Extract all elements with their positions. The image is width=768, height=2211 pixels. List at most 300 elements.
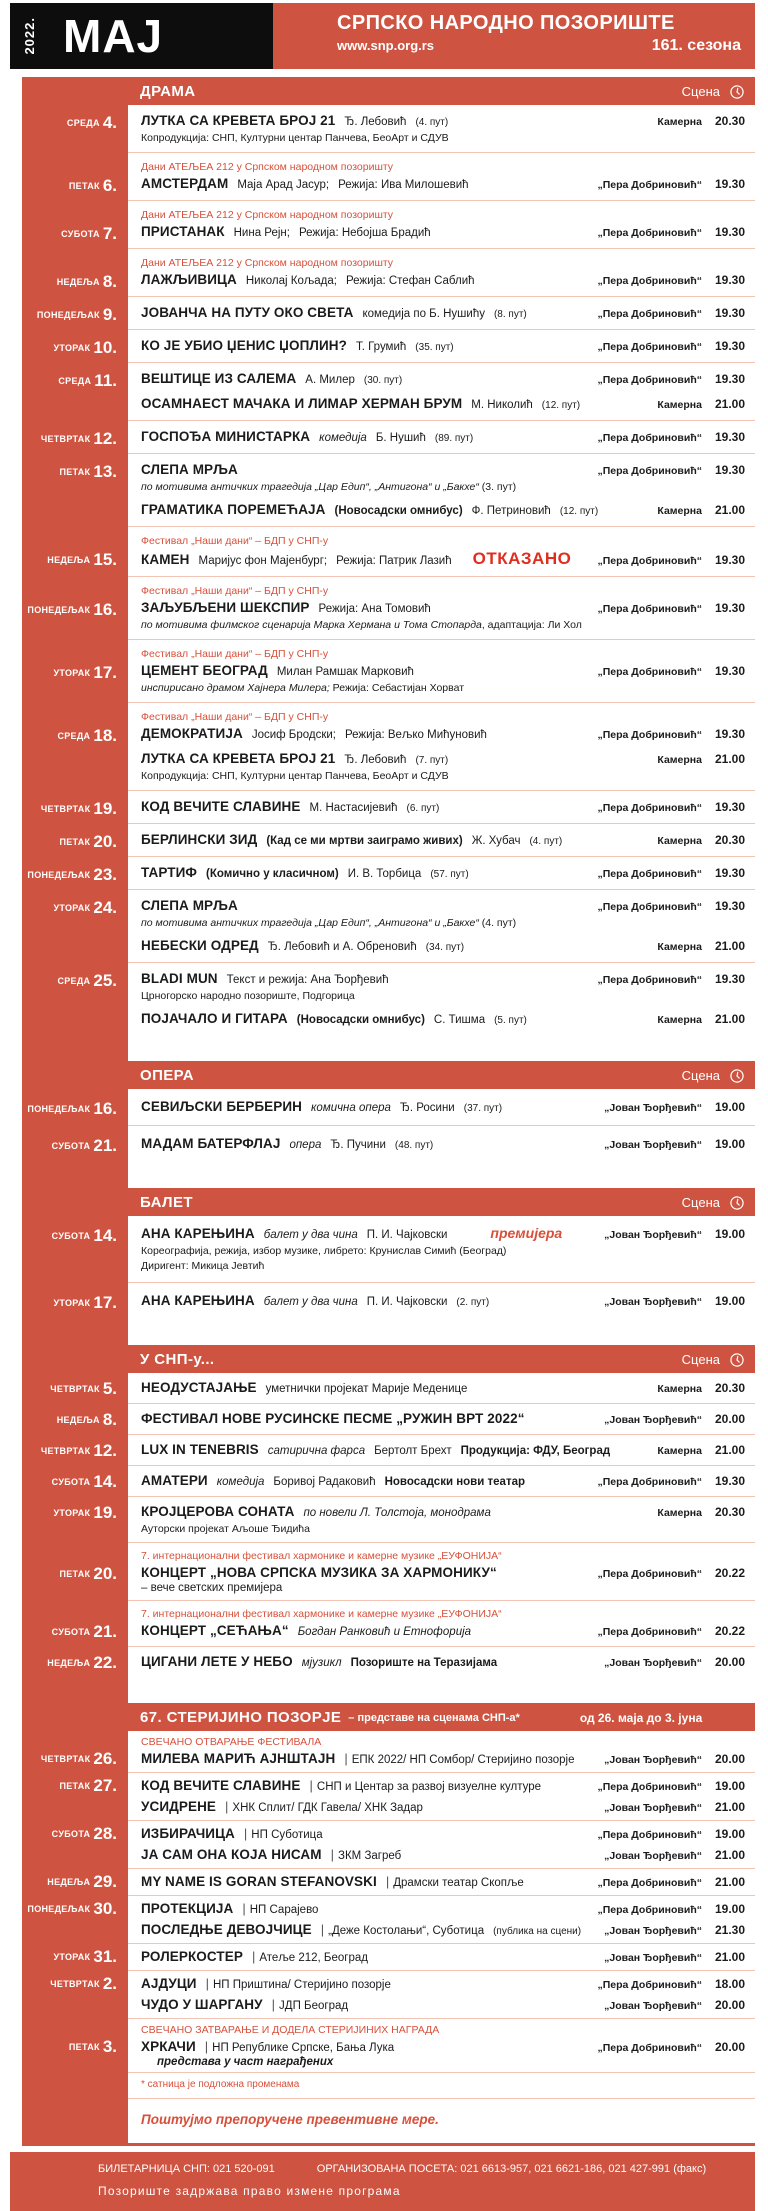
day-number: 19. <box>93 799 117 818</box>
performance-detail: (2. пут) <box>456 1297 490 1308</box>
section-header-ster <box>22 1703 755 1731</box>
venue-time <box>597 1779 745 1793</box>
clock-icon <box>728 1193 747 1212</box>
start-time: 19.30 <box>714 899 745 913</box>
performance-detail: комична опера <box>311 1102 391 1114</box>
performance <box>141 1292 745 1310</box>
venue-time <box>604 1848 745 1862</box>
schedule-row <box>68 152 755 200</box>
venue-time <box>604 1137 745 1151</box>
performance-detail: СНП и Центар за развој визуелне културе <box>316 1781 542 1793</box>
performance-detail: Текст и режија: Ана Ђорђевић <box>226 974 389 986</box>
performance-detail: опера <box>289 1139 322 1151</box>
venue-label: „Пера Добриновић“ <box>597 227 702 239</box>
performance <box>141 175 745 193</box>
day-number: 14. <box>93 1226 117 1245</box>
date-label <box>22 305 117 325</box>
performance-detail: Нина Рејн; <box>233 227 290 239</box>
day-number: 6. <box>102 176 117 195</box>
venue-label: Камерна <box>657 835 702 847</box>
performance-title: BLADI MUN <box>141 971 218 986</box>
venue-time <box>597 899 745 913</box>
schedule-row <box>27 856 755 889</box>
performance-title: КОД ВЕЧИТЕ СЛАВИНЕ <box>141 799 301 814</box>
venue-time <box>597 372 745 386</box>
performance-line <box>141 1777 745 1795</box>
section-ster <box>22 1703 755 2143</box>
venue-time <box>597 1566 745 1580</box>
performance-line <box>141 1292 745 1310</box>
performance-line <box>141 798 745 816</box>
section-subtitle: – представе на сценама СНП-а* <box>348 1711 520 1724</box>
performance <box>141 501 745 519</box>
performance-subline <box>141 480 745 494</box>
venue-label: Камерна <box>657 1507 702 1519</box>
schedule-row <box>51 1465 755 1496</box>
schedule-row <box>53 1943 755 1970</box>
performance-line <box>141 1750 745 1768</box>
start-time: 20.30 <box>714 1505 745 1519</box>
schedule-row <box>53 1496 755 1542</box>
start-time: 19.30 <box>714 225 745 239</box>
performance-detail: Атеље 212, Београд <box>259 1952 368 1964</box>
performance-line <box>141 1503 745 1521</box>
venue-time <box>597 1827 745 1841</box>
venue-label: „Јован Ђорђевић“ <box>604 1102 702 1114</box>
performance-text <box>141 304 587 322</box>
performance <box>141 1900 745 1918</box>
performance-title: ПОСЛЕДЊЕ ДЕВОЈЧИЦЕ <box>141 1922 312 1937</box>
day-number: 3. <box>102 2037 117 2056</box>
venue-time <box>597 664 745 678</box>
performance-line <box>141 1653 745 1671</box>
day-number: 18. <box>93 726 117 745</box>
venue-time <box>597 866 745 880</box>
performance-text <box>141 461 587 479</box>
day-number: 23. <box>93 865 117 884</box>
start-time: 21.00 <box>714 1800 745 1814</box>
separator-bar: | <box>251 1949 256 1964</box>
performance <box>141 395 745 413</box>
venue-label: Камерна <box>657 1383 702 1395</box>
performance-text <box>141 864 587 882</box>
start-time: 20.00 <box>714 2040 745 2054</box>
performance-detail: Боривој Радаковић <box>273 1476 376 1488</box>
season-label: 161. сезона <box>651 37 741 54</box>
day-name: ПОНЕДЕЉАК <box>27 605 91 615</box>
performance-line <box>141 1622 745 1640</box>
festival-date-range: од 26. маја до 3. јуна <box>579 1710 703 1725</box>
day-number: 13. <box>93 462 117 481</box>
venue-label: „Јован Ђорђевић“ <box>604 1139 702 1151</box>
festival-note: Дани АТЕЉЕА 212 у Српском народном позоришту <box>141 209 394 221</box>
venue-time <box>597 225 745 239</box>
date-label <box>22 898 117 918</box>
day-name: ПОНЕДЕЉАК <box>27 870 91 880</box>
performance-detail: (12. пут) <box>541 400 581 411</box>
venue-time <box>657 1505 745 1519</box>
performance <box>141 1098 745 1116</box>
performance-detail: М. Николић <box>471 399 533 411</box>
performance <box>141 1948 745 1966</box>
start-time: 20.30 <box>714 114 745 128</box>
performance-line <box>141 1996 745 2014</box>
day-name: ЧЕТВРТАК <box>40 804 91 814</box>
day-name: УТОРАК <box>53 1508 91 1518</box>
performance-text <box>141 599 587 617</box>
performance-detail: Бертолт Брехт <box>374 1445 452 1457</box>
schedule-row <box>51 1125 755 1162</box>
performance-title: ЦИГАНИ ЛЕТЕ У НЕБО <box>141 1654 293 1669</box>
performance <box>141 461 745 494</box>
schedule-row <box>53 1282 755 1319</box>
performance-title: СЛЕПА МРЉА <box>141 898 238 913</box>
day-name: ЧЕТВРТАК <box>50 1979 100 1989</box>
section-header-balet <box>22 1188 755 1216</box>
performance-title: ЛАЖЉИВИЦА <box>141 272 237 287</box>
day-name: НЕДЕЉА <box>47 1658 91 1668</box>
day-name: ПЕТАК <box>68 2042 100 2052</box>
day-number: 12. <box>93 1441 117 1460</box>
performance <box>141 1410 745 1428</box>
start-time: 19.30 <box>714 273 745 287</box>
start-time: 19.30 <box>714 430 745 444</box>
performance <box>141 599 745 632</box>
separator-bar: | <box>385 1874 390 1889</box>
schedule-row <box>51 1820 755 1868</box>
subline-text: по мотивима античких трагедија „Цар Едип“, „Антигона“ и „Бакхе“ <box>141 481 479 493</box>
performance-detail: Милан Рамшак Марковић <box>276 666 414 678</box>
subline-text: Диригент: Микица Јевтић <box>141 1260 265 1272</box>
venue-label: „Пера Добриновић“ <box>597 308 702 320</box>
schedule-row <box>58 362 755 420</box>
performance-text <box>141 1564 587 1594</box>
performance-title: АМСТЕРДАМ <box>141 176 229 191</box>
performance-detail: Б. Нушић <box>375 432 426 444</box>
performance-detail: мјузикл <box>301 1657 342 1669</box>
schedule-row <box>47 526 755 576</box>
day-name: НЕДЕЉА <box>47 555 91 565</box>
venue-time <box>597 430 745 444</box>
day-number: 9. <box>102 305 117 324</box>
venue-label: „Пера Добриновић“ <box>597 341 702 353</box>
performance-title: НЕБЕСКИ ОДРЕД <box>141 938 259 953</box>
schedule-row <box>59 453 755 526</box>
performance-detail: (6. пут) <box>406 803 440 814</box>
venue-time <box>597 1977 745 1991</box>
performance-detail: балет у два чина <box>263 1229 358 1241</box>
performance-text <box>141 750 647 768</box>
section-header-drama <box>22 77 755 105</box>
day-name: НЕДЕЉА <box>56 277 100 287</box>
date-label <box>22 1899 117 1919</box>
date-label <box>22 224 117 244</box>
date-label <box>22 1749 117 1769</box>
venue-time <box>657 397 745 411</box>
year-label: 2022. <box>22 17 37 55</box>
performance <box>141 1777 745 1795</box>
clock-icon <box>728 82 747 101</box>
start-time: 19.30 <box>714 601 745 615</box>
performance-detail: НП Приштина/ Стеријино позорје <box>213 1979 391 1991</box>
start-time: 19.00 <box>714 1779 745 1793</box>
start-time: 19.30 <box>714 664 745 678</box>
start-time: 20.00 <box>714 1752 745 1766</box>
performance-line <box>141 1410 745 1428</box>
performance-line <box>141 1798 745 1816</box>
performance-title: MY NAME IS GORAN STEFANOVSKI <box>141 1874 377 1889</box>
performance-detail: комедија <box>216 1476 265 1488</box>
performance-detail: „Деже Костолањи“, Суботица <box>328 1925 485 1937</box>
subline-text: (3. пут) <box>478 481 517 493</box>
date-label <box>22 663 117 683</box>
header <box>10 3 755 69</box>
festival-note: Дани АТЕЉЕА 212 у Српском народном позоришту <box>141 161 394 173</box>
venue-label: „Јован Ђорђевић“ <box>604 1229 702 1241</box>
performance-text <box>141 970 587 988</box>
performance-line <box>141 395 745 413</box>
section-header-usnp <box>22 1345 755 1373</box>
venue-label: „Пера Добриновић“ <box>597 802 702 814</box>
date-label <box>22 462 117 482</box>
venue-label: „Пера Добриновић“ <box>597 1568 702 1580</box>
performance <box>141 1825 745 1843</box>
section-body <box>27 1731 755 2143</box>
performance-detail: Ђ. Пучини <box>330 1139 386 1151</box>
performance-subline <box>141 916 745 930</box>
venue-label: „Јован Ђорђевић“ <box>604 1952 702 1964</box>
performance-detail: П. И. Чајковски <box>366 1296 448 1308</box>
day-name: ПЕТАК <box>59 1781 91 1791</box>
date-label <box>22 1622 117 1642</box>
subline-text: по мотивима филмског сценарија Марка Хермана и Тома Стопарда <box>141 619 482 631</box>
venue-label: „Пера Добриновић“ <box>597 666 702 678</box>
section-drama <box>22 77 755 1061</box>
performance-detail: сатирична фарса <box>267 1445 366 1457</box>
date-label <box>22 1379 117 1399</box>
performance-line <box>141 1873 745 1891</box>
start-time: 21.00 <box>714 397 745 411</box>
date-label <box>22 1947 117 1967</box>
performance <box>141 1846 745 1864</box>
performance-title: ВЕШТИЦЕ ИЗ САЛЕМА <box>141 371 297 386</box>
performance-detail: (30. пут) <box>363 375 403 386</box>
start-time: 19.00 <box>714 1227 745 1241</box>
performance-title: МИЛЕВА МАРИЋ АЈНШТАЈН <box>141 1751 336 1766</box>
performance-detail: (Комично у класичном) <box>206 868 339 880</box>
scene-label: Сцена <box>681 1352 720 1367</box>
performance-text <box>141 337 587 355</box>
performance <box>141 1873 745 1891</box>
subline-text: Копродукција: СНП, Културни центар Панчева, БеоАрт и СДУВ <box>141 132 449 144</box>
day-number: 16. <box>93 1099 117 1118</box>
performance-title: ДЕМОКРАТИЈА <box>141 726 243 741</box>
performance-line <box>141 750 745 768</box>
performance-title: КО ЈЕ УБИО ЏЕНИС ЏОПЛИН? <box>141 338 347 353</box>
performance-detail: А. Милер <box>305 374 355 386</box>
schedule-row <box>68 2018 755 2072</box>
venue-time <box>604 1923 745 1937</box>
schedule-row <box>27 576 755 639</box>
date-label <box>22 1653 117 1673</box>
performance-text <box>141 1098 594 1116</box>
performance-text <box>141 1379 647 1397</box>
venue-time <box>604 1100 745 1114</box>
day-name: НЕДЕЉА <box>56 1415 100 1425</box>
performance <box>141 1225 745 1273</box>
date-label <box>22 1776 117 1796</box>
performance-text <box>141 1410 594 1428</box>
performance-text <box>141 1975 587 1993</box>
performance-text <box>141 1996 594 2014</box>
performance <box>141 1622 745 1640</box>
premiere-flag: премијера <box>490 1225 563 1241</box>
day-name: СУБОТА <box>51 1477 91 1487</box>
performance <box>141 1503 745 1536</box>
performance-detail: Режија: Ана Томовић <box>318 603 431 615</box>
subline-text: Црногорско народно позориште, Подгорица <box>141 990 355 1002</box>
performance-text <box>141 1798 594 1816</box>
performance-detail: Режија: Вељко Мићуновић <box>345 729 487 741</box>
venue-label: „Пера Добриновић“ <box>597 1781 702 1793</box>
performance-text <box>141 1472 587 1490</box>
section-title: БАЛЕТ <box>140 1194 193 1211</box>
performance-detail: Т. Грумић <box>355 341 407 353</box>
performance <box>141 662 745 695</box>
venue-time <box>597 339 745 353</box>
start-time: 21.00 <box>714 1848 745 1862</box>
performance-line <box>141 1098 745 1116</box>
venue-label: Камерна <box>657 1445 702 1457</box>
day-number: 17. <box>93 663 117 682</box>
performance-title: НЕОДУСТАЈАЊЕ <box>141 1380 257 1395</box>
venue-label: „Јован Ђорђевић“ <box>604 1414 702 1426</box>
month-label: МАЈ <box>63 10 164 62</box>
day-name: УТОРАК <box>53 1298 91 1308</box>
venue-label: „Јован Ђорђевић“ <box>604 1754 702 1766</box>
performance-detail: – вече светских премијера <box>141 1582 283 1594</box>
day-name: СРЕДА <box>58 376 92 386</box>
venue-label: „Пера Добриновић“ <box>597 1626 702 1638</box>
start-time: 21.00 <box>714 1443 745 1457</box>
performance-text <box>141 1622 587 1640</box>
performance-line <box>141 337 745 355</box>
venue-label: „Јован Ђорђевић“ <box>604 1925 702 1937</box>
day-number: 21. <box>93 1622 117 1641</box>
performance-detail: НП Суботица <box>251 1829 323 1841</box>
performance-detail: Николај Кољада; <box>245 275 337 287</box>
schedule-row <box>53 639 755 702</box>
performance-detail: П. И. Чајковски <box>366 1229 448 1241</box>
performance-detail: Позориште на Теразијама <box>350 1657 498 1669</box>
festival-note: 7. интернационални фестивал хармонике и камерне музике „ЕУФОНИЈА“ <box>141 1608 502 1620</box>
performance-subline <box>141 618 745 632</box>
venue-time <box>597 1902 745 1916</box>
start-time: 20.30 <box>714 833 745 847</box>
day-number: 5. <box>102 1379 117 1398</box>
day-name: УТОРАК <box>53 903 91 913</box>
venue-time <box>604 1655 745 1669</box>
venue-time <box>604 1998 745 2012</box>
venue-label: „Пера Добриновић“ <box>597 2042 702 2054</box>
performance-line <box>141 1825 745 1843</box>
performance-text <box>141 1503 647 1521</box>
performance-detail: комедија по Б. Нушићу <box>362 308 485 320</box>
date-label <box>22 1472 117 1492</box>
performance <box>141 897 745 930</box>
day-name: УТОРАК <box>53 1952 91 1962</box>
start-time: 18.00 <box>714 1977 745 1991</box>
performance <box>141 337 745 355</box>
date-label <box>22 1872 117 1892</box>
start-time: 20.22 <box>714 1624 745 1638</box>
performance <box>141 1564 745 1594</box>
performance-title: КАМЕН <box>141 552 190 567</box>
date-label <box>22 1293 117 1313</box>
performance-line <box>141 304 745 322</box>
footer <box>10 2152 755 2211</box>
venue-label: „Пера Добриновић“ <box>597 974 702 986</box>
performance-text <box>141 175 587 193</box>
day-name: ЧЕТВРТАК <box>40 434 91 444</box>
performance-text <box>141 370 587 388</box>
venue-label: „Пера Добриновић“ <box>597 1829 702 1841</box>
day-number: 2. <box>102 1974 117 1993</box>
start-time: 19.30 <box>714 463 745 477</box>
performance-detail: (57. пут) <box>430 869 469 880</box>
venue-label: „Пера Добриновић“ <box>597 374 702 386</box>
day-name: ЧЕТВРТАК <box>40 1754 91 1764</box>
separator-bar: | <box>320 1922 325 1937</box>
date-label <box>22 726 117 746</box>
performance-title: ЛУТКА СА КРЕВЕТА БРОЈ 21 <box>141 751 336 766</box>
section-header-opera <box>22 1061 755 1089</box>
performance-detail: Драмски театар Скопље <box>393 1877 524 1889</box>
schedule <box>22 77 755 2146</box>
day-number: 11. <box>94 371 117 390</box>
date-label <box>22 1824 117 1844</box>
section-title: ДРАМА <box>140 83 196 100</box>
performance-detail: (Новосадски омнибус) <box>296 1014 425 1026</box>
performance-line <box>141 549 745 569</box>
performance-title: КРОЈЦЕРОВА СОНАТА <box>141 1504 295 1519</box>
date-label <box>22 1226 117 1246</box>
performance-text <box>141 2038 587 2068</box>
performance-detail: Режија: Небојша Брадић <box>298 227 431 239</box>
start-time: 19.00 <box>714 1137 745 1151</box>
performance-title: ФЕСТИВАЛ НОВЕ РУСИНСКЕ ПЕСМЕ „РУЖИН ВРТ 2022“ <box>141 1411 525 1426</box>
day-name: ПЕТАК <box>59 837 91 847</box>
performance-line <box>141 831 745 849</box>
performance <box>141 1010 745 1028</box>
date-label <box>22 176 117 196</box>
section-body <box>27 105 755 1061</box>
performance-detail: балет у два чина <box>263 1296 358 1308</box>
schedule-row <box>53 329 755 362</box>
date-label <box>22 1441 117 1461</box>
performance <box>141 1921 745 1939</box>
venue-label: „Пера Добриновић“ <box>597 179 702 191</box>
start-time: 19.30 <box>714 866 745 880</box>
festival-note: Фестивал „Наши дани“ – БДП у СНП-у <box>141 585 329 597</box>
section-title: У СНП-у... <box>140 1351 215 1368</box>
date-label <box>22 832 117 852</box>
schedule-row <box>40 1731 755 1772</box>
performance-detail: (публика на сцени) <box>493 1926 582 1937</box>
performance-line <box>141 1379 745 1397</box>
section-body <box>51 1216 755 1345</box>
date-label <box>22 1503 117 1523</box>
